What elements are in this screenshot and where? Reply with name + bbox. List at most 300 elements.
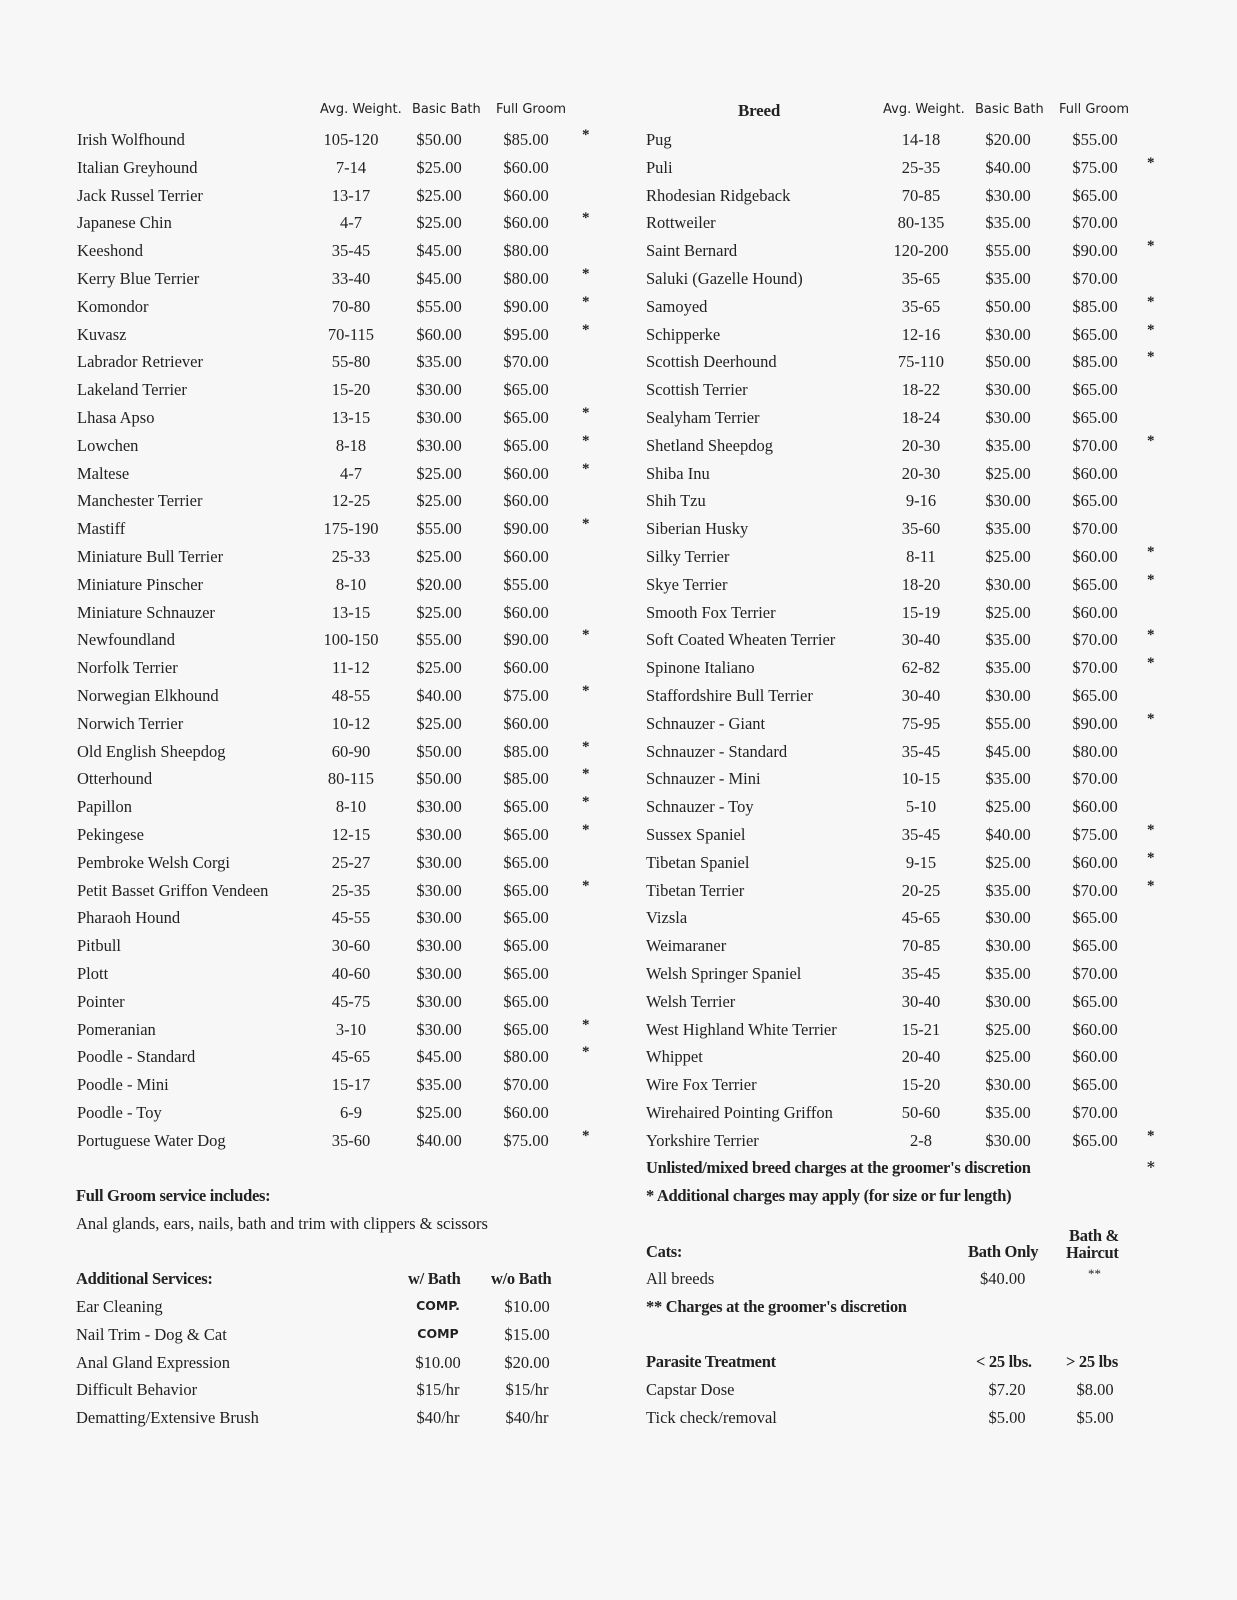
basic-bath-price: $35.00: [985, 435, 1031, 455]
avg-weight: 30-40: [901, 991, 941, 1011]
surcharge-star: *: [582, 266, 590, 282]
table-row: [0, 408, 1237, 434]
basic-bath-price: $25.00: [985, 602, 1031, 622]
breed-name: Norwich Terrier: [77, 713, 184, 733]
basic-bath-price: $30.00: [416, 435, 462, 455]
avg-weight: 35-45: [901, 964, 941, 983]
full-groom-price: $70.00: [1072, 880, 1118, 900]
avg-weight: 7-14: [335, 157, 367, 177]
full-groom-price: $70.00: [503, 1075, 549, 1095]
basic-bath-price: $30.00: [416, 852, 462, 872]
full-groom-price: $70.00: [1072, 435, 1118, 455]
table-row: [0, 519, 1237, 545]
full-groom-price: $60.00: [503, 547, 549, 566]
avg-weight: 4-7: [340, 213, 362, 233]
full-groom-price: $70.00: [1072, 769, 1118, 789]
basic-bath-price: $55.00: [985, 713, 1031, 733]
breed-name: Shetland Sheepdog: [646, 435, 773, 455]
basic-bath-price: $30.00: [416, 964, 462, 983]
right-header-breed: Breed: [738, 101, 781, 120]
avg-weight: 45-65: [331, 1047, 371, 1067]
service-with-bath: $15/hr: [416, 1380, 460, 1400]
basic-bath-price: $20.00: [985, 130, 1031, 149]
basic-bath-price: $25.00: [985, 1019, 1031, 1039]
breed-name: Poodle - Toy: [77, 1103, 162, 1122]
surcharge-star: *: [1147, 154, 1155, 171]
breed-name: Plott: [77, 964, 109, 983]
avg-weight: 35-65: [901, 296, 941, 316]
basic-bath-price: $50.00: [985, 352, 1031, 372]
full-groom-price: $60.00: [503, 157, 549, 177]
avg-weight: 33-40: [331, 269, 371, 288]
breed-name: Kerry Blue Terrier: [77, 269, 200, 288]
full-groom-price: $60.00: [1072, 602, 1118, 622]
service-without-bath: $20.00: [504, 1352, 550, 1372]
surcharge-star: *: [582, 460, 590, 477]
breed-name: Spinone Italiano: [646, 658, 755, 678]
basic-bath-price: $35.00: [985, 213, 1031, 233]
full-groom-price: $80.00: [1072, 741, 1118, 761]
avg-weight: 15-19: [901, 602, 941, 622]
full-groom-price: $60.00: [503, 602, 549, 622]
parasite-price-small: $5.00: [988, 1407, 1026, 1427]
breed-name: Tibetan Terrier: [646, 880, 745, 900]
breed-name: Maltese: [77, 463, 130, 483]
breed-name: Whippet: [646, 1047, 703, 1067]
full-groom-price: $90.00: [1072, 241, 1118, 261]
avg-weight: 75-95: [901, 713, 941, 733]
breed-name: Samoyed: [646, 296, 708, 316]
basic-bath-price: $45.00: [416, 269, 462, 288]
full-groom-price: $60.00: [503, 463, 549, 483]
basic-bath-price: $25.00: [985, 463, 1031, 483]
breed-name: Petit Basset Griffon Vendeen: [77, 880, 269, 900]
avg-weight: 80-115: [327, 769, 375, 789]
basic-bath-price: $30.00: [416, 880, 462, 900]
full-groom-price: $95.00: [503, 324, 549, 344]
breed-name: Smooth Fox Terrier: [646, 602, 776, 622]
breed-name: Papillon: [77, 797, 133, 817]
table-row: [0, 686, 1237, 712]
avg-weight: 30-60: [331, 936, 371, 956]
full-groom-price: $65.00: [1072, 908, 1118, 928]
cats-row-bath: $40.00: [980, 1269, 1026, 1288]
table-row: [0, 186, 1237, 212]
breed-name: Pekingese: [77, 825, 144, 844]
basic-bath-price: $25.00: [416, 547, 462, 566]
breed-name: Pointer: [77, 991, 125, 1011]
basic-bath-price: $50.00: [416, 130, 462, 149]
basic-bath-price: $30.00: [985, 936, 1031, 956]
full-groom-price: $65.00: [1072, 936, 1118, 956]
breed-name: Pembroke Welsh Corgi: [77, 852, 230, 872]
avg-weight: 35-65: [901, 269, 941, 288]
full-groom-price: $75.00: [503, 1130, 549, 1150]
basic-bath-price: $35.00: [985, 769, 1031, 789]
basic-bath-price: $25.00: [985, 1047, 1031, 1067]
basic-bath-price: $45.00: [416, 1047, 462, 1067]
avg-weight: 13-15: [331, 602, 371, 622]
avg-weight: 15-17: [331, 1075, 371, 1095]
breed-name: Jack Russel Terrier: [77, 185, 203, 205]
parasite-row-name: Tick check/removal: [646, 1407, 777, 1427]
avg-weight: 20-40: [901, 1047, 941, 1067]
full-groom-price: $65.00: [1072, 408, 1118, 427]
parasite-row-name: Capstar Dose: [646, 1380, 735, 1399]
full-groom-price: $60.00: [503, 658, 549, 678]
surcharge-star: *: [1147, 544, 1155, 560]
full-groom-price: $90.00: [1072, 713, 1118, 733]
full-groom-price: $65.00: [503, 991, 549, 1011]
breed-name: Sealyham Terrier: [646, 408, 760, 427]
avg-weight: 9-15: [905, 852, 937, 872]
full-groom-price: $60.00: [503, 213, 549, 233]
basic-bath-price: $25.00: [416, 658, 462, 678]
unlisted-star: *: [1147, 1158, 1155, 1176]
left-header-weight: Avg. Weight.: [320, 102, 402, 117]
basic-bath-price: $30.00: [985, 408, 1031, 427]
avg-weight: 100-150: [323, 630, 379, 650]
avg-weight: 45-75: [331, 991, 371, 1011]
basic-bath-price: $25.00: [416, 1103, 462, 1122]
full-groom-price: $65.00: [503, 1019, 549, 1039]
full-groom-price: $60.00: [1072, 852, 1118, 872]
surcharge-star: *: [582, 1127, 590, 1144]
surcharge-star: *: [582, 1016, 590, 1033]
table-row: [0, 742, 1237, 768]
avg-weight: 35-60: [331, 1130, 371, 1150]
basic-bath-price: $40.00: [416, 1130, 462, 1150]
avg-weight: 70-80: [331, 296, 371, 316]
avg-weight: 15-20: [901, 1075, 941, 1095]
full-groom-price: $70.00: [1072, 658, 1118, 678]
surcharge-star: *: [1147, 627, 1155, 644]
service-name: Nail Trim - Dog & Cat: [76, 1324, 227, 1344]
full-groom-price: $65.00: [1072, 380, 1118, 400]
surcharge-star: *: [582, 432, 590, 449]
full-groom-price: $70.00: [1072, 269, 1118, 288]
surcharge-star: *: [582, 822, 590, 838]
breed-name: Pug: [646, 130, 672, 149]
full-groom-price: $65.00: [503, 380, 549, 400]
avg-weight: 13-15: [331, 408, 371, 427]
avg-weight: 45-55: [331, 908, 371, 928]
parasite-col-small: < 25 lbs.: [976, 1352, 1032, 1371]
full-groom-price: $80.00: [503, 1047, 549, 1067]
avg-weight: 20-25: [901, 880, 941, 900]
parasite-col-large: > 25 lbs: [1066, 1352, 1118, 1371]
breed-name: Shiba Inu: [646, 463, 710, 483]
parasite-price-large: $8.00: [1076, 1380, 1114, 1399]
full-groom-price: $65.00: [503, 825, 549, 844]
table-row: [0, 293, 1237, 323]
avg-weight: 35-45: [331, 241, 371, 261]
cats-col-bath-haircut-2: Haircut: [1066, 1243, 1119, 1262]
surcharge-star: *: [1147, 822, 1155, 838]
basic-bath-price: $30.00: [985, 991, 1031, 1011]
avg-weight: 35-45: [901, 825, 941, 844]
right-header-groom: Full Groom: [1059, 102, 1130, 117]
breed-name: Kuvasz: [77, 324, 127, 344]
surcharge-star: *: [582, 210, 590, 227]
avg-weight: 20-30: [901, 435, 941, 455]
table-row: [0, 491, 1237, 517]
full-groom-price: $55.00: [1072, 130, 1118, 149]
full-groom-price: $85.00: [503, 741, 549, 761]
basic-bath-price: $55.00: [416, 519, 462, 539]
breed-name: Poodle - Mini: [77, 1075, 169, 1095]
avg-weight: 6-9: [340, 1103, 362, 1122]
avg-weight: 120-200: [893, 241, 949, 261]
table-row: [0, 1020, 1237, 1046]
breed-name: Rottweiler: [646, 213, 716, 233]
full-groom-price: $65.00: [503, 880, 549, 900]
full-groom-price: $85.00: [1072, 296, 1118, 316]
avg-weight: 11-12: [332, 658, 370, 678]
basic-bath-price: $55.00: [416, 630, 462, 650]
basic-bath-price: $55.00: [416, 296, 462, 316]
breed-name: Schnauzer - Toy: [646, 797, 754, 817]
breed-name: Wirehaired Pointing Griffon: [646, 1103, 833, 1122]
basic-bath-price: $35.00: [985, 880, 1031, 900]
avg-weight: 80-135: [897, 213, 945, 233]
full-groom-price: $65.00: [1072, 1075, 1118, 1095]
avg-weight: 18-22: [901, 380, 941, 400]
surcharge-star: *: [1147, 849, 1155, 866]
full-groom-price: $75.00: [503, 686, 549, 705]
table-row: [0, 238, 1237, 267]
service-without-bath: $40/hr: [505, 1408, 549, 1428]
left-header-bath: Basic Bath: [412, 102, 481, 117]
surcharge-star: *: [1147, 349, 1155, 366]
breed-name: Puli: [646, 157, 673, 177]
basic-bath-price: $30.00: [416, 908, 462, 928]
basic-bath-price: $35.00: [985, 964, 1031, 983]
service-without-bath: $15.00: [504, 1324, 550, 1344]
avg-weight: 8-18: [335, 435, 367, 455]
unlisted-note: Unlisted/mixed breed charges at the groomer's discretion: [646, 1158, 1031, 1177]
basic-bath-price: $30.00: [985, 574, 1031, 594]
full-groom-price: $65.00: [1072, 1130, 1118, 1150]
breed-name: Mastiff: [77, 519, 126, 539]
table-row: [0, 432, 1237, 462]
basic-bath-price: $25.00: [416, 713, 462, 733]
table-row: [0, 464, 1237, 490]
avg-weight: 55-80: [331, 352, 371, 372]
surcharge-star: *: [1147, 432, 1155, 449]
service-with-bath: $40/hr: [416, 1408, 460, 1428]
basic-bath-price: $30.00: [416, 408, 462, 427]
service-name: Anal Gland Expression: [76, 1352, 230, 1372]
avg-weight: 15-20: [331, 380, 371, 400]
basic-bath-price: $30.00: [985, 686, 1031, 705]
avg-weight: 175-190: [323, 519, 379, 539]
full-groom-title: Full Groom service includes:: [76, 1186, 271, 1205]
left-header-groom: Full Groom: [496, 102, 567, 117]
table-row: [0, 130, 1237, 156]
surcharge-star: *: [582, 1044, 590, 1061]
avg-weight: 12-16: [901, 324, 941, 344]
basic-bath-price: $40.00: [985, 825, 1031, 844]
surcharge-star: *: [582, 405, 590, 421]
breed-name: Weimaraner: [646, 936, 727, 956]
cats-col-bath-only: Bath Only: [968, 1242, 1039, 1261]
breed-name: Japanese Chin: [77, 213, 172, 233]
cats-col-bath-haircut-1: Bath &: [1069, 1226, 1119, 1245]
full-groom-price: $60.00: [1072, 797, 1118, 817]
table-row: [0, 269, 1237, 295]
avg-weight: 105-120: [323, 130, 379, 149]
cats-row-haircut: **: [1088, 1266, 1101, 1281]
full-groom-price: $85.00: [503, 130, 549, 149]
breed-name: Manchester Terrier: [77, 491, 203, 511]
basic-bath-price: $50.00: [985, 296, 1031, 316]
basic-bath-price: $35.00: [985, 1103, 1031, 1122]
full-groom-price: $75.00: [1072, 157, 1118, 177]
breed-name: Norfolk Terrier: [77, 658, 178, 678]
basic-bath-price: $30.00: [416, 936, 462, 956]
basic-bath-price: $25.00: [985, 852, 1031, 872]
avg-weight: 48-55: [331, 686, 371, 705]
cats-title: Cats:: [646, 1242, 683, 1261]
full-groom-price: $85.00: [503, 769, 549, 789]
basic-bath-price: $30.00: [985, 1130, 1031, 1150]
basic-bath-price: $20.00: [416, 574, 462, 594]
surcharge-star: *: [582, 127, 590, 143]
full-groom-price: $70.00: [1072, 213, 1118, 233]
table-row: [0, 849, 1237, 879]
breed-name: Tibetan Spaniel: [646, 852, 750, 872]
full-groom-price: $65.00: [1072, 185, 1118, 205]
full-groom-price: $75.00: [1072, 825, 1118, 844]
basic-bath-price: $30.00: [985, 491, 1031, 511]
parasite-title: Parasite Treatment: [646, 1352, 776, 1371]
avg-weight: 18-20: [901, 574, 941, 594]
breed-name: Norwegian Elkhound: [77, 686, 219, 705]
full-groom-price: $70.00: [1072, 519, 1118, 539]
breed-name: Keeshond: [77, 241, 143, 261]
avg-weight: 70-85: [901, 185, 941, 205]
avg-weight: 40-60: [331, 964, 371, 983]
basic-bath-price: $30.00: [416, 380, 462, 400]
full-groom-price: $70.00: [1072, 630, 1118, 650]
basic-bath-price: $30.00: [985, 908, 1031, 928]
service-with-bath: COMP.: [416, 1298, 460, 1313]
table-row: [0, 380, 1237, 406]
avg-weight: 25-27: [331, 852, 371, 872]
full-groom-price: $60.00: [503, 491, 549, 511]
avg-weight: 15-21: [901, 1019, 941, 1039]
breed-name: Scottish Deerhound: [646, 352, 777, 372]
full-groom-price: $65.00: [1072, 991, 1118, 1011]
table-row: [0, 1103, 1237, 1129]
breed-name: Saluki (Gazelle Hound): [646, 269, 803, 288]
basic-bath-price: $30.00: [985, 324, 1031, 344]
full-groom-price: $65.00: [1072, 686, 1118, 705]
service-with-bath: COMP: [417, 1325, 459, 1341]
avg-weight: 10-12: [331, 713, 371, 733]
surcharge-star: *: [582, 766, 590, 783]
table-row: [0, 1075, 1237, 1101]
breed-name: Irish Wolfhound: [77, 130, 185, 149]
table-row: [0, 349, 1237, 378]
avg-weight: 60-90: [331, 741, 371, 761]
surcharge-star: *: [582, 516, 590, 533]
basic-bath-price: $25.00: [416, 463, 462, 483]
breed-name: Silky Terrier: [646, 547, 730, 566]
surcharge-star: *: [1147, 571, 1155, 588]
full-groom-price: $55.00: [503, 574, 549, 594]
basic-bath-price: $45.00: [985, 741, 1031, 761]
avg-weight: 9-16: [905, 491, 937, 511]
avg-weight: 50-60: [901, 1103, 941, 1122]
breed-name: Labrador Retriever: [77, 352, 203, 372]
avg-weight: 45-65: [901, 908, 941, 928]
avg-weight: 25-35: [331, 880, 371, 900]
full-groom-price: $65.00: [503, 908, 549, 928]
surcharge-star: *: [582, 293, 590, 310]
basic-bath-price: $30.00: [985, 185, 1031, 205]
full-groom-price: $80.00: [503, 269, 549, 288]
basic-bath-price: $35.00: [985, 630, 1031, 650]
surcharge-star: *: [1147, 293, 1155, 310]
full-groom-price: $60.00: [503, 1103, 549, 1122]
avg-weight: 62-82: [901, 658, 941, 678]
breed-name: Komondor: [77, 296, 149, 316]
breed-name: Schipperke: [646, 324, 721, 344]
breed-name: Newfoundland: [77, 630, 176, 650]
cats-row-name: All breeds: [646, 1269, 715, 1288]
basic-bath-price: $40.00: [985, 157, 1031, 177]
breed-name: Pitbull: [77, 936, 122, 956]
avg-weight: 8-11: [906, 547, 936, 566]
full-groom-price: $65.00: [503, 852, 549, 872]
basic-bath-price: $25.00: [985, 797, 1031, 817]
surcharge-star: *: [1147, 877, 1155, 894]
table-row: [0, 908, 1237, 934]
avg-weight: 13-17: [331, 185, 371, 205]
avg-weight: 8-10: [335, 797, 367, 817]
avg-weight: 75-110: [897, 352, 945, 372]
right-header-bath: Basic Bath: [975, 102, 1044, 117]
table-row: [0, 571, 1237, 601]
service-name: Difficult Behavior: [76, 1380, 198, 1400]
table-row: [0, 797, 1237, 823]
avg-weight: 30-40: [901, 630, 941, 650]
table-row: [0, 655, 1237, 684]
avg-weight: 18-24: [901, 408, 941, 427]
basic-bath-price: $30.00: [416, 1019, 462, 1039]
breed-name: Lhasa Apso: [77, 408, 155, 427]
basic-bath-price: $25.00: [985, 547, 1031, 566]
table-row: [0, 154, 1237, 184]
avg-weight: 10-15: [901, 769, 941, 789]
full-groom-price: $70.00: [1072, 1103, 1118, 1122]
full-groom-price: $60.00: [503, 713, 549, 733]
basic-bath-price: $35.00: [985, 658, 1031, 678]
avg-weight: 25-35: [901, 157, 941, 177]
basic-bath-price: $50.00: [416, 769, 462, 789]
avg-weight: 70-115: [327, 324, 375, 344]
avg-weight: 3-10: [335, 1019, 367, 1039]
basic-bath-price: $35.00: [985, 519, 1031, 539]
full-groom-price: $85.00: [1072, 352, 1118, 372]
basic-bath-price: $25.00: [416, 157, 462, 177]
full-groom-price: $65.00: [503, 435, 549, 455]
basic-bath-price: $30.00: [985, 1075, 1031, 1095]
breed-name: Schnauzer - Giant: [646, 713, 766, 733]
surcharge-star: *: [582, 683, 590, 699]
